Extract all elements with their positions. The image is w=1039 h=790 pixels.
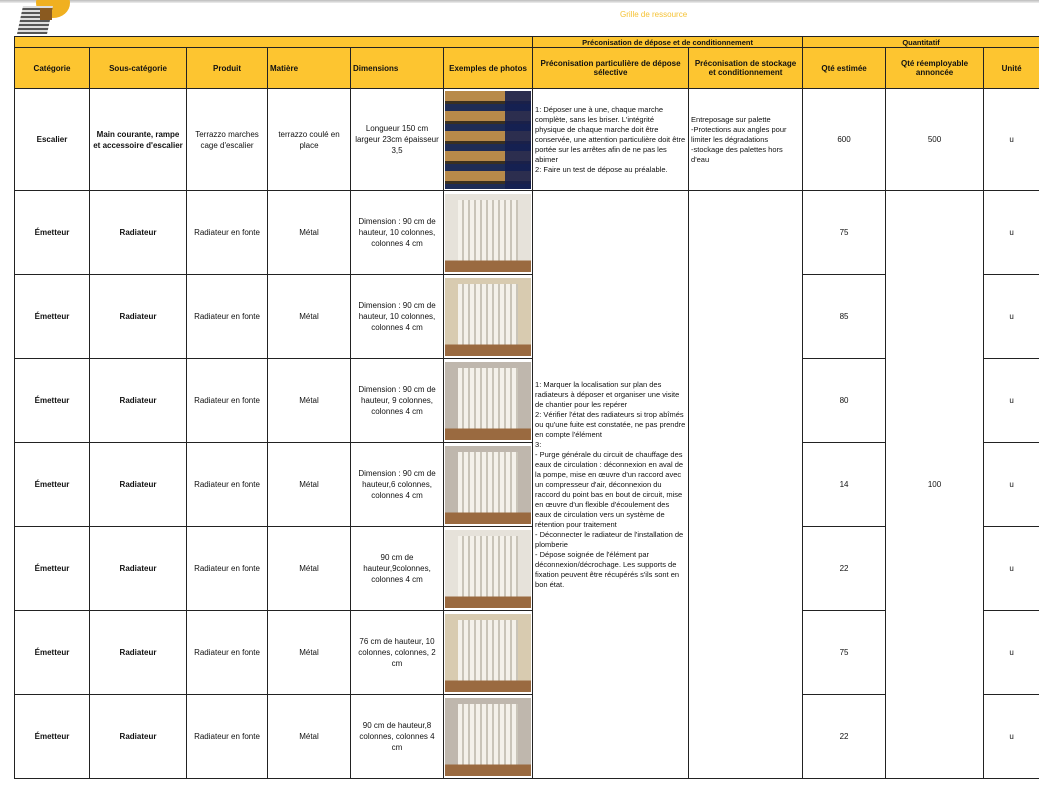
col-header-unite: Unité [984, 48, 1039, 89]
column-header-row [15, 48, 1039, 89]
cell-photo [444, 275, 533, 359]
cell-categorie: Émetteur [15, 275, 90, 359]
group-header-quantitatif: Quantitatif [803, 37, 1039, 48]
cell-categorie: Escalier [15, 89, 90, 191]
cell-produit: Radiateur en fonte [187, 275, 268, 359]
table-row [15, 359, 1039, 443]
cell-matiere: terrazzo coulé en place [268, 89, 351, 191]
cell-unite: u [984, 611, 1039, 695]
cell-sous-categorie: Radiateur [90, 191, 187, 275]
cell-stockage: Entreposage sur palette -Protections aux angles pour limiter les dégradations -stockage des palettes hors d'eau [689, 89, 803, 191]
cell-qte-estimee: 22 [803, 695, 886, 779]
table-row [15, 527, 1039, 611]
cell-sous-categorie: Main courante, rampe et accessoire d'escalier [90, 89, 187, 191]
col-header-dimensions: Dimensions [351, 48, 444, 89]
col-header-sous-categorie: Sous-catégorie [90, 48, 187, 89]
group-header-preconisation: Préconisation de dépose et de conditionnement [533, 37, 803, 48]
sheet-title: Grille de ressource [620, 10, 688, 19]
cell-qte-estimee: 75 [803, 611, 886, 695]
cell-stockage [689, 191, 803, 779]
cell-depose: 1: Déposer une à une, chaque marche complète, sans les briser. L'intégrité physique de chaque marche doit être conservée, une attention particulière doit être portée sur les arrêtes afin de ne pas les abimer 2: Faire un test de dépose au préalable. [533, 89, 689, 191]
cell-photo [444, 527, 533, 611]
cell-qte-estimee: 14 [803, 443, 886, 527]
cell-matiere: Métal [268, 275, 351, 359]
cell-qte-estimee: 600 [803, 89, 886, 191]
cell-dimensions: 90 cm de hauteur,9colonnes, colonnes 4 cm [351, 527, 444, 611]
radiator-photo [445, 446, 531, 524]
cell-categorie: Émetteur [15, 443, 90, 527]
col-header-produit: Produit [187, 48, 268, 89]
table-row [15, 611, 1039, 695]
radiator-photo [445, 614, 531, 692]
cell-dimensions: Dimension : 90 cm de hauteur, 10 colonnes, colonnes 4 cm [351, 275, 444, 359]
radiator-photo [445, 362, 531, 440]
radiator-photo [445, 278, 531, 356]
cell-sous-categorie: Radiateur [90, 275, 187, 359]
col-header-categorie: Catégorie [15, 48, 90, 89]
cell-matiere: Métal [268, 695, 351, 779]
col-header-matiere: Matière [268, 48, 351, 89]
table-row [15, 191, 1039, 275]
cell-matiere: Métal [268, 443, 351, 527]
company-logo [14, 0, 70, 34]
radiator-photo [445, 530, 531, 608]
col-header-stockage: Préconisation de stockage et conditionnement [689, 48, 803, 89]
cell-unite: u [984, 443, 1039, 527]
cell-photo [444, 191, 533, 275]
radiator-photo [445, 698, 531, 776]
col-header-qte-reemployable: Qté réemployable annoncée [886, 48, 984, 89]
cell-produit: Radiateur en fonte [187, 191, 268, 275]
cell-unite: u [984, 191, 1039, 275]
resource-grid-table [14, 36, 1039, 779]
table-row [15, 443, 1039, 527]
cell-photo [444, 89, 533, 191]
cell-photo [444, 611, 533, 695]
cell-qte-estimee: 22 [803, 527, 886, 611]
cell-matiere: Métal [268, 359, 351, 443]
cell-unite: u [984, 359, 1039, 443]
cell-sous-categorie: Radiateur [90, 527, 187, 611]
cell-unite: u [984, 89, 1039, 191]
cell-qte-reemployable: 100 [886, 191, 984, 779]
cell-photo [444, 359, 533, 443]
cell-produit: Terrazzo marches cage d'escalier [187, 89, 268, 191]
cell-sous-categorie: Radiateur [90, 359, 187, 443]
cell-dimensions: Dimension : 90 cm de hauteur,6 colonnes, colonnes 4 cm [351, 443, 444, 527]
cell-dimensions: Dimension : 90 cm de hauteur, 9 colonnes, colonnes 4 cm [351, 359, 444, 443]
table-row [15, 695, 1039, 779]
cell-produit: Radiateur en fonte [187, 527, 268, 611]
cell-photo [444, 695, 533, 779]
cell-sous-categorie: Radiateur [90, 611, 187, 695]
table-row [15, 275, 1039, 359]
col-header-depose: Préconisation particulière de dépose sélective [533, 48, 689, 89]
top-border [0, 0, 1039, 3]
cell-matiere: Métal [268, 191, 351, 275]
group-header-row [15, 37, 1039, 48]
col-header-photos: Exemples de photos [444, 48, 533, 89]
cell-categorie: Émetteur [15, 191, 90, 275]
cell-categorie: Émetteur [15, 527, 90, 611]
cell-dimensions: Dimension : 90 cm de hauteur, 10 colonnes, colonnes 4 cm [351, 191, 444, 275]
cell-categorie: Émetteur [15, 695, 90, 779]
cell-produit: Radiateur en fonte [187, 443, 268, 527]
logo-box-shape [40, 8, 52, 20]
cell-categorie: Émetteur [15, 611, 90, 695]
table-row [15, 89, 1039, 191]
cell-unite: u [984, 527, 1039, 611]
cell-unite: u [984, 695, 1039, 779]
cell-matiere: Métal [268, 611, 351, 695]
cell-qte-estimee: 75 [803, 191, 886, 275]
cell-qte-estimee: 80 [803, 359, 886, 443]
cell-qte-estimee: 85 [803, 275, 886, 359]
cell-produit: Radiateur en fonte [187, 359, 268, 443]
cell-categorie: Émetteur [15, 359, 90, 443]
cell-matiere: Métal [268, 527, 351, 611]
cell-qte-reemployable: 500 [886, 89, 984, 191]
cell-photo [444, 443, 533, 527]
stair-photo [445, 91, 531, 189]
cell-sous-categorie: Radiateur [90, 695, 187, 779]
cell-depose: 1: Marquer la localisation sur plan des radiateurs à déposer et organiser une visite de chantier pour les repérer 2: Vérifier l'état des radiateurs si trop abîmés ou qu'une fuite est constatée, ne pas prendre en compte l'élément 3: - Purge générale du circuit de chauffage des eaux de circulation : déconnexion en aval de la pompe, mise en œuvre d'un raccord avec un compresseur d'air, déconnexion du raccord du point bas en bout de circuit, mise en œuvre d'un flexible d'écoulement des eaux de circulation vers un système de rétention pour traitement - Déconnecter le radiateur de l'installation de plomberie - Dépose soignée de l'élément par déconnexion/décrochage. Les supports de fixation peuvent être récupérés s'ils sont en bon état. [533, 191, 689, 779]
cell-dimensions: Longueur 150 cm largeur 23cm épaisseur 3,5 [351, 89, 444, 191]
cell-sous-categorie: Radiateur [90, 443, 187, 527]
cell-produit: Radiateur en fonte [187, 611, 268, 695]
cell-unite: u [984, 275, 1039, 359]
col-header-qte-estimee: Qté estimée [803, 48, 886, 89]
cell-dimensions: 90 cm de hauteur,8 colonnes, colonnes 4 cm [351, 695, 444, 779]
group-header-empty [15, 37, 533, 48]
radiator-photo [445, 194, 531, 272]
cell-dimensions: 76 cm de hauteur, 10 colonnes, colonnes, 2 cm [351, 611, 444, 695]
cell-produit: Radiateur en fonte [187, 695, 268, 779]
